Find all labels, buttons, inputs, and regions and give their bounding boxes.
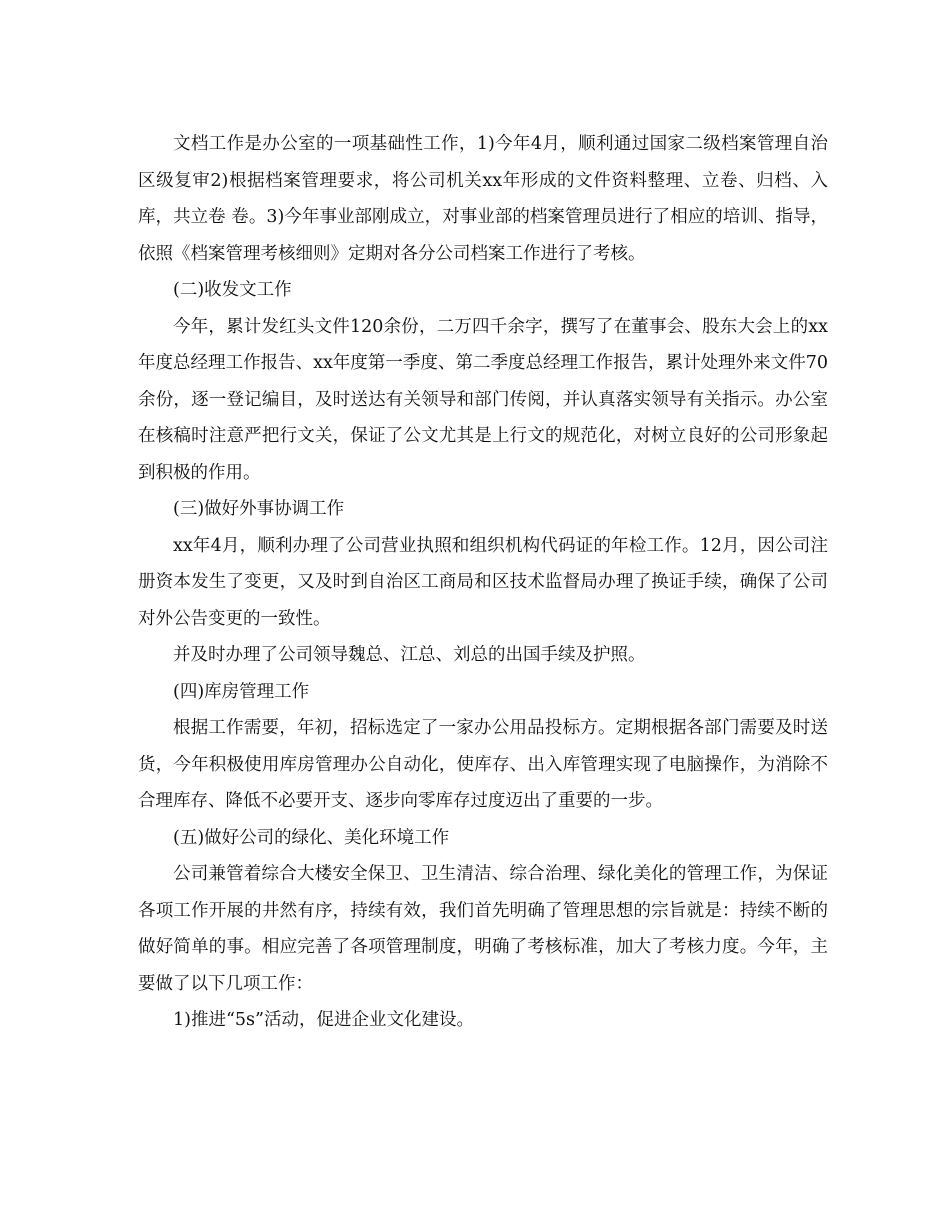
paragraph-documents: 今年，累计发红头文件120余份，二万四千余字，撰写了在董事会、股东大会上的xx年度总经理工作报告、xx年度第一季度、第二季度总经理工作报告，累计处理外来文件70余份，逐一登记编目，及时送达有关领导和部门传阅，并认真落实领导有关指示。办公室在核稿时注意严把行文关，保证了公文尤其是上行文的规范化，对树立良好的公司形象起到积极的作用。 <box>138 316 828 483</box>
section-heading-external-affairs: (三)做好外事协调工作 <box>173 499 345 519</box>
paragraph-archives: 文档工作是办公室的一项基础性工作，1)今年4月，顺利通过国家二级档案管理自治区级复审2)根据档案管理要求，将公司机关xx年形成的文件资料整理、立卷、归档、入库，共立卷 卷。3)今年事业部刚成立，对事业部的档案管理员进行了相应的培训、指导，依照《档案管理考核细则》定期对各分公司档案工作进行了考核。 <box>138 134 828 264</box>
paragraph-warehouse: 根据工作需要，年初，招标选定了一家办公用品投标方。定期根据各部门需要及时送货，今年积极使用库房管理办公自动化，使库存、出入库管理实现了电脑操作，为消除不合理库存、降低不必要开支、逐步向零库存过度迈出了重要的一步。 <box>138 718 828 811</box>
section-heading-warehouse: (四)库房管理工作 <box>173 681 310 702</box>
paragraph-5s-activity: 1)推进“5s”活动，促进企业文化建设。 <box>173 1010 474 1030</box>
document-body <box>138 126 828 1039</box>
section-heading-greening: (五)做好公司的绿化、美化环境工作 <box>173 827 450 848</box>
paragraph-greening: 公司兼管着综合大楼安全保卫、卫生清洁、综合治理、绿化美化的管理工作，为保证各项工作开展的井然有序，持续有效，我们首先明确了管理思想的宗旨就是：持续不断的做好简单的事。相应完善了各项管理制度，明确了考核标准，加大了考核力度。今年，主要做了以下几项工作： <box>138 864 828 994</box>
paragraph-passports: 并及时办理了公司领导魏总、江总、刘总的出国手续及护照。 <box>173 645 646 665</box>
section-heading-documents: (二)收发文工作 <box>173 280 292 300</box>
paragraph-external-affairs: xx年4月，顺利办理了公司营业执照和组织机构代码证的年检工作。12月，因公司注册资本发生了变更，又及时到自治区工商局和区技术监督局办理了换证手续，确保了公司对外公告变更的一致性。 <box>138 535 828 629</box>
